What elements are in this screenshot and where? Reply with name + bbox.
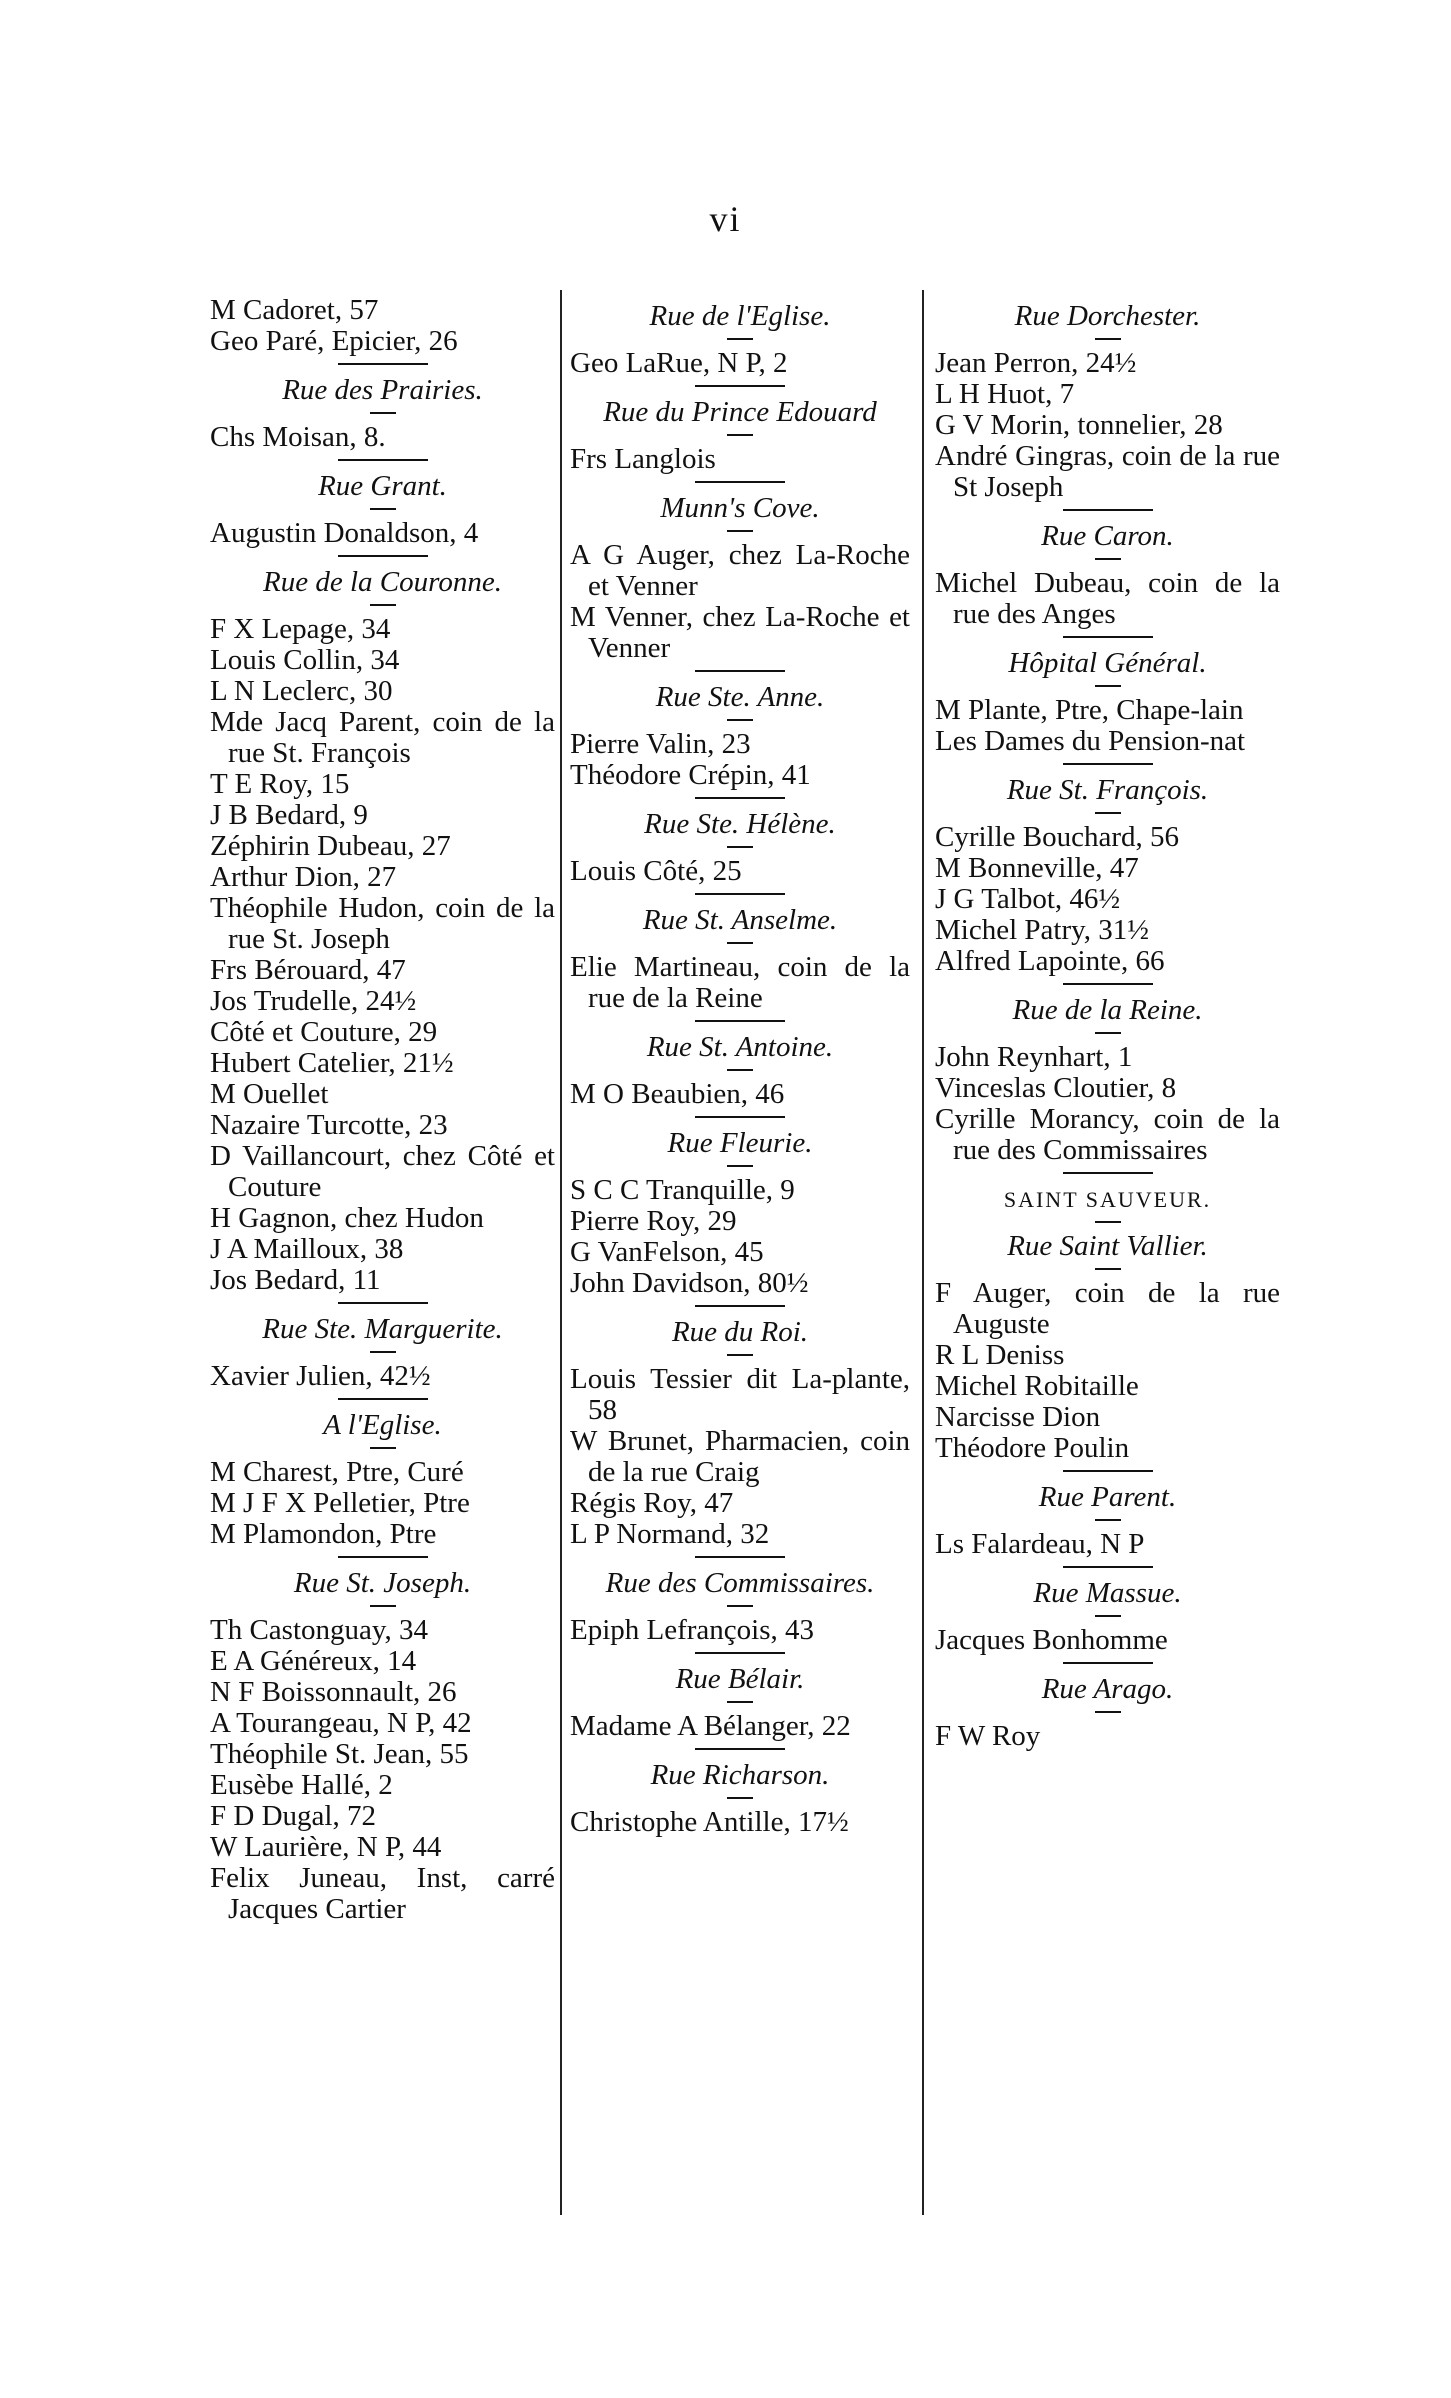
directory-entry: M O Beaubien, 46	[570, 1078, 785, 1110]
directory-entry: Frs Bérouard, 47	[210, 954, 406, 986]
directory-entry: Théophile Hudon, coin de la rue St. Joseph	[210, 892, 555, 955]
directory-entry: Chs Moisan, 8.	[210, 421, 386, 453]
directory-entry: Louis Tessier dit La-plante, 58	[570, 1363, 910, 1426]
short-dash	[370, 508, 396, 510]
directory-entry: Pierre Roy, 29	[570, 1205, 737, 1237]
directory-entry: Christophe Antille, 17½	[570, 1806, 849, 1838]
directory-entry: Mde Jacq Parent, coin de la rue St. François	[210, 706, 555, 769]
short-dash	[1095, 1711, 1121, 1713]
directory-entry: Ls Falardeau, N P	[935, 1528, 1145, 1560]
short-dash	[370, 412, 396, 414]
short-dash	[1095, 1221, 1121, 1223]
short-dash	[1095, 558, 1121, 560]
directory-entry: Felix Juneau, Inst, carré Jacques Cartier	[210, 1862, 555, 1925]
section-rule	[1063, 763, 1153, 765]
street-heading: Rue Richarson.	[650, 1759, 830, 1791]
street-heading: Rue Caron.	[1041, 520, 1174, 552]
directory-entry: Jos Bedard, 11	[210, 1264, 381, 1296]
directory-column-1	[210, 295, 555, 1925]
directory-entry: Narcisse Dion	[935, 1401, 1101, 1433]
directory-entry: Théodore Crépin, 41	[570, 759, 811, 791]
directory-entry: Th Castonguay, 34	[210, 1614, 429, 1646]
directory-entry: Côté et Couture, 29	[210, 1016, 438, 1048]
section-rule	[695, 1748, 785, 1750]
short-dash	[727, 1605, 753, 1607]
short-dash	[1095, 1032, 1121, 1034]
section-rule	[695, 481, 785, 483]
short-dash	[727, 719, 753, 721]
directory-entry: Régis Roy, 47	[570, 1487, 734, 1519]
directory-entry: Elie Martineau, coin de la rue de la Reine	[570, 951, 910, 1014]
directory-entry: L H Huot, 7	[935, 378, 1075, 410]
section-rule	[695, 670, 785, 672]
directory-entry: M Ouellet	[210, 1078, 329, 1110]
directory-entry: R L Deniss	[935, 1339, 1065, 1371]
directory-entry: André Gingras, coin de la rue St Joseph	[935, 440, 1280, 503]
directory-entry: M Bonneville, 47	[935, 852, 1139, 884]
street-heading: Rue du Prince Edouard	[603, 396, 877, 428]
column-divider	[922, 290, 924, 2215]
short-dash	[727, 338, 753, 340]
short-dash	[727, 942, 753, 944]
section-rule	[1063, 1566, 1153, 1568]
directory-entry: Jean Perron, 24½	[935, 347, 1137, 379]
section-rule	[1063, 636, 1153, 638]
street-heading: Rue des Prairies.	[282, 374, 483, 406]
short-dash	[1095, 1268, 1121, 1270]
directory-entry: John Davidson, 80½	[570, 1267, 809, 1299]
directory-entry: Epiph Lefrançois, 43	[570, 1614, 815, 1646]
directory-entry: Les Dames du Pension-nat	[935, 725, 1246, 757]
section-heading: SAINT SAUVEUR.	[1003, 1187, 1212, 1212]
directory-entry: Geo LaRue, N P, 2	[570, 347, 788, 379]
street-heading: Rue de la Couronne.	[263, 566, 502, 598]
street-heading: Rue St. Joseph.	[293, 1567, 472, 1599]
section-rule	[338, 1302, 428, 1304]
directory-entry: Xavier Julien, 42½	[210, 1360, 431, 1392]
directory-entry: M Charest, Ptre, Curé	[210, 1456, 464, 1488]
directory-entry: Nazaire Turcotte, 23	[210, 1109, 448, 1141]
directory-entry: F Auger, coin de la rue Auguste	[935, 1277, 1280, 1340]
directory-entry: Louis Collin, 34	[210, 644, 400, 676]
directory-column-3	[935, 295, 1280, 1752]
directory-entry: Michel Robitaille	[935, 1370, 1139, 1402]
short-dash	[727, 1797, 753, 1799]
street-heading: Rue St. François.	[1006, 774, 1209, 806]
short-dash	[370, 1447, 396, 1449]
section-rule	[695, 1652, 785, 1654]
directory-entry: W Laurière, N P, 44	[210, 1831, 442, 1863]
street-heading: Rue St. Anselme.	[642, 904, 838, 936]
directory-entry: A Tourangeau, N P, 42	[210, 1707, 472, 1739]
directory-entry: Vinceslas Cloutier, 8	[935, 1072, 1177, 1104]
street-heading: Rue Saint Vallier.	[1007, 1230, 1208, 1262]
section-rule	[1063, 983, 1153, 985]
section-rule	[695, 1020, 785, 1022]
short-dash	[370, 1351, 396, 1353]
directory-entry: A G Auger, chez La-Roche et Venner	[570, 539, 910, 602]
directory-entry: G VanFelson, 45	[570, 1236, 764, 1268]
section-rule	[695, 1116, 785, 1118]
street-heading: Rue de la Reine.	[1012, 994, 1203, 1026]
short-dash	[727, 846, 753, 848]
short-dash	[1095, 1519, 1121, 1521]
directory-entry: F D Dugal, 72	[210, 1800, 376, 1832]
section-rule	[338, 363, 428, 365]
street-heading: Rue Massue.	[1033, 1577, 1182, 1609]
directory-entry: L P Normand, 32	[570, 1518, 770, 1550]
section-rule	[695, 385, 785, 387]
street-heading: Rue Ste. Hélène.	[644, 808, 836, 840]
directory-entry: J A Mailloux, 38	[210, 1233, 404, 1265]
directory-entry: J G Talbot, 46½	[935, 883, 1121, 915]
directory-entry: Augustin Donaldson, 4	[210, 517, 479, 549]
directory-entry: Frs Langlois	[570, 443, 716, 475]
section-rule	[338, 1398, 428, 1400]
directory-entry: L N Leclerc, 30	[210, 675, 393, 707]
directory-column-2	[570, 295, 910, 1838]
directory-entry: Michel Dubeau, coin de la rue des Anges	[935, 567, 1280, 630]
street-heading: Rue du Roi.	[671, 1316, 809, 1348]
directory-entry: Cyrille Morancy, coin de la rue des Commissaires	[935, 1103, 1280, 1166]
directory-entry: Alfred Lapointe, 66	[935, 945, 1165, 977]
street-heading: Rue Fleurie.	[667, 1127, 813, 1159]
short-dash	[727, 1069, 753, 1071]
directory-entry: Théophile St. Jean, 55	[210, 1738, 469, 1770]
directory-entry: S C C Tranquille, 9	[570, 1174, 795, 1206]
page-number: vi	[709, 199, 742, 239]
directory-entry: J B Bedard, 9	[210, 799, 368, 831]
short-dash	[727, 434, 753, 436]
short-dash	[1095, 812, 1121, 814]
directory-entry: T E Roy, 15	[210, 768, 350, 800]
directory-entry: E A Généreux, 14	[210, 1645, 417, 1677]
street-heading: Rue Ste. Anne.	[655, 681, 825, 713]
directory-entry: D Vaillancourt, chez Côté et Couture	[210, 1140, 555, 1203]
directory-entry: Jacques Bonhomme	[935, 1624, 1168, 1656]
directory-entry: Cyrille Bouchard, 56	[935, 821, 1180, 853]
directory-entry: Pierre Valin, 23	[570, 728, 751, 760]
directory-entry: M Plante, Ptre, Chape-lain	[935, 694, 1244, 726]
short-dash	[727, 1701, 753, 1703]
directory-entry: Michel Patry, 31½	[935, 914, 1149, 946]
directory-entry: Arthur Dion, 27	[210, 861, 397, 893]
street-heading: Rue des Commissaires.	[605, 1567, 875, 1599]
directory-entry: Geo Paré, Epicier, 26	[210, 325, 458, 357]
section-rule	[1063, 1470, 1153, 1472]
short-dash	[1095, 685, 1121, 687]
directory-entry: Eusèbe Hallé, 2	[210, 1769, 393, 1801]
directory-entry: M Plamondon, Ptre	[210, 1518, 437, 1550]
short-dash	[1095, 1615, 1121, 1617]
section-rule	[338, 555, 428, 557]
section-rule	[695, 1556, 785, 1558]
street-heading: Rue Ste. Marguerite.	[262, 1313, 503, 1345]
short-dash	[1095, 338, 1121, 340]
street-heading: A l'Eglise.	[323, 1409, 442, 1441]
directory-entry: M Cadoret, 57	[210, 294, 379, 326]
column-divider	[560, 290, 562, 2215]
directory-entry: John Reynhart, 1	[935, 1041, 1133, 1073]
short-dash	[370, 1605, 396, 1607]
directory-entry: W Brunet, Pharmacien, coin de la rue Craig	[570, 1425, 910, 1488]
directory-entry: M J F X Pelletier, Ptre	[210, 1487, 470, 1519]
street-heading: Munn's Cove.	[660, 492, 820, 524]
section-rule	[695, 893, 785, 895]
short-dash	[370, 604, 396, 606]
street-heading: Rue Parent.	[1038, 1481, 1177, 1513]
short-dash	[727, 1354, 753, 1356]
directory-entry: H Gagnon, chez Hudon	[210, 1202, 484, 1234]
section-rule	[1063, 1662, 1153, 1664]
street-heading: Rue Dorchester.	[1014, 300, 1201, 332]
section-rule	[1063, 509, 1153, 511]
section-rule	[695, 1305, 785, 1307]
street-heading: Rue St. Antoine.	[646, 1031, 834, 1063]
street-heading: Rue de l'Eglise.	[649, 300, 831, 332]
directory-entry: Madame A Bélanger, 22	[570, 1710, 851, 1742]
directory-entry: N F Boissonnault, 26	[210, 1676, 457, 1708]
section-rule	[1063, 1172, 1153, 1174]
directory-entry: Zéphirin Dubeau, 27	[210, 830, 451, 862]
street-heading: Rue Bélair.	[675, 1663, 805, 1695]
directory-entry: M Venner, chez La-Roche et Venner	[570, 601, 910, 664]
directory-entry: Hubert Catelier, 21½	[210, 1047, 454, 1079]
directory-entry: Louis Côté, 25	[570, 855, 742, 887]
street-heading: Rue Grant.	[318, 470, 447, 502]
street-heading: Rue Arago.	[1041, 1673, 1174, 1705]
short-dash	[727, 1165, 753, 1167]
directory-entry: Jos Trudelle, 24½	[210, 985, 417, 1017]
section-rule	[695, 797, 785, 799]
directory-entry: Théodore Poulin	[935, 1432, 1130, 1464]
directory-entry: F W Roy	[935, 1720, 1041, 1752]
directory-entry: F X Lepage, 34	[210, 613, 391, 645]
section-rule	[338, 1556, 428, 1558]
street-heading: Hôpital Général.	[1008, 647, 1207, 679]
section-rule	[338, 459, 428, 461]
directory-entry: G V Morin, tonnelier, 28	[935, 409, 1223, 441]
short-dash	[727, 530, 753, 532]
